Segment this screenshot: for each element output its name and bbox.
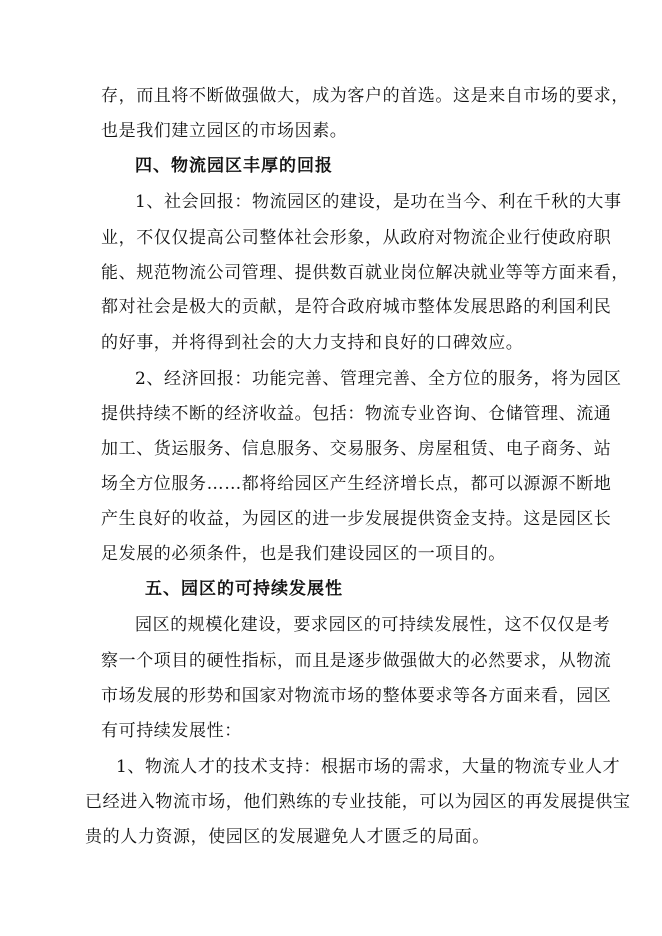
sustainability-line-3: 市场发展的形势和国家对物流市场的整体要求等各方面来看，园区 [101, 686, 612, 706]
economic-return-line-2: 提供持续不断的经济收益。包括：物流专业咨询、仓储管理、流通 [101, 404, 612, 424]
intro-line-1: 存，而且将不断做强做大，成为客户的首选。这是来自市场的要求， [101, 86, 629, 106]
social-return-line-5: 的好事，并将得到社会的大力支持和良好的口碑效应。 [101, 333, 524, 353]
talent-support-line-2: 已经进入物流市场，他们熟练的专业技能，可以为园区的再发展提供宝 [85, 792, 631, 812]
section-4-heading: 四、物流园区丰厚的回报 [135, 156, 333, 176]
social-return-line-3: 能、规范物流公司管理、提供数百就业岗位解决就业等等方面来看， [101, 263, 629, 283]
social-return-line-4: 都对社会是极大的贡献，是符合政府城市整体发展思路的利国利民 [101, 297, 612, 317]
economic-return-line-5: 产生良好的收益，为园区的进一步发展提供资金支持。这是园区长 [101, 509, 612, 529]
sustainability-line-2: 察一个项目的硬性指标，而且是逐步做强做大的必然要求，从物流 [101, 651, 612, 671]
economic-return-line-3: 加工、货运服务、信息服务、交易服务、房屋租赁、电子商务、站 [101, 439, 612, 459]
social-return-line-2: 业，不仅仅提高公司整体社会形象，从政府对物流企业行使政府职 [101, 228, 612, 248]
economic-return-line-4: 场全方位服务……都将给园区产生经济增长点，都可以源源不断地 [101, 474, 612, 494]
sustainability-line-4: 有可持续发展性： [101, 721, 242, 741]
sustainability-line-1: 园区的规模化建设，要求园区的可持续发展性，这不仅仅是考 [135, 615, 611, 635]
social-return-line-1: 1、社会回报：物流园区的建设，是功在当今、利在千秋的大事 [135, 192, 622, 212]
talent-support-line-3: 贵的人力资源，使园区的发展避免人才匮乏的局面。 [85, 827, 490, 847]
intro-line-2: 也是我们建立园区的市场因素。 [101, 121, 348, 141]
economic-return-line-1: 2、经济回报：功能完善、管理完善、全方位的服务，将为园区 [135, 369, 622, 389]
section-5-heading: 五、园区的可持续发展性 [145, 579, 343, 599]
talent-support-line-1: 1、物流人才的技术支持：根据市场的需求，大量的物流专业人才 [116, 757, 621, 777]
economic-return-line-6: 足发展的必须条件，也是我们建设园区的一项目的。 [101, 544, 506, 564]
